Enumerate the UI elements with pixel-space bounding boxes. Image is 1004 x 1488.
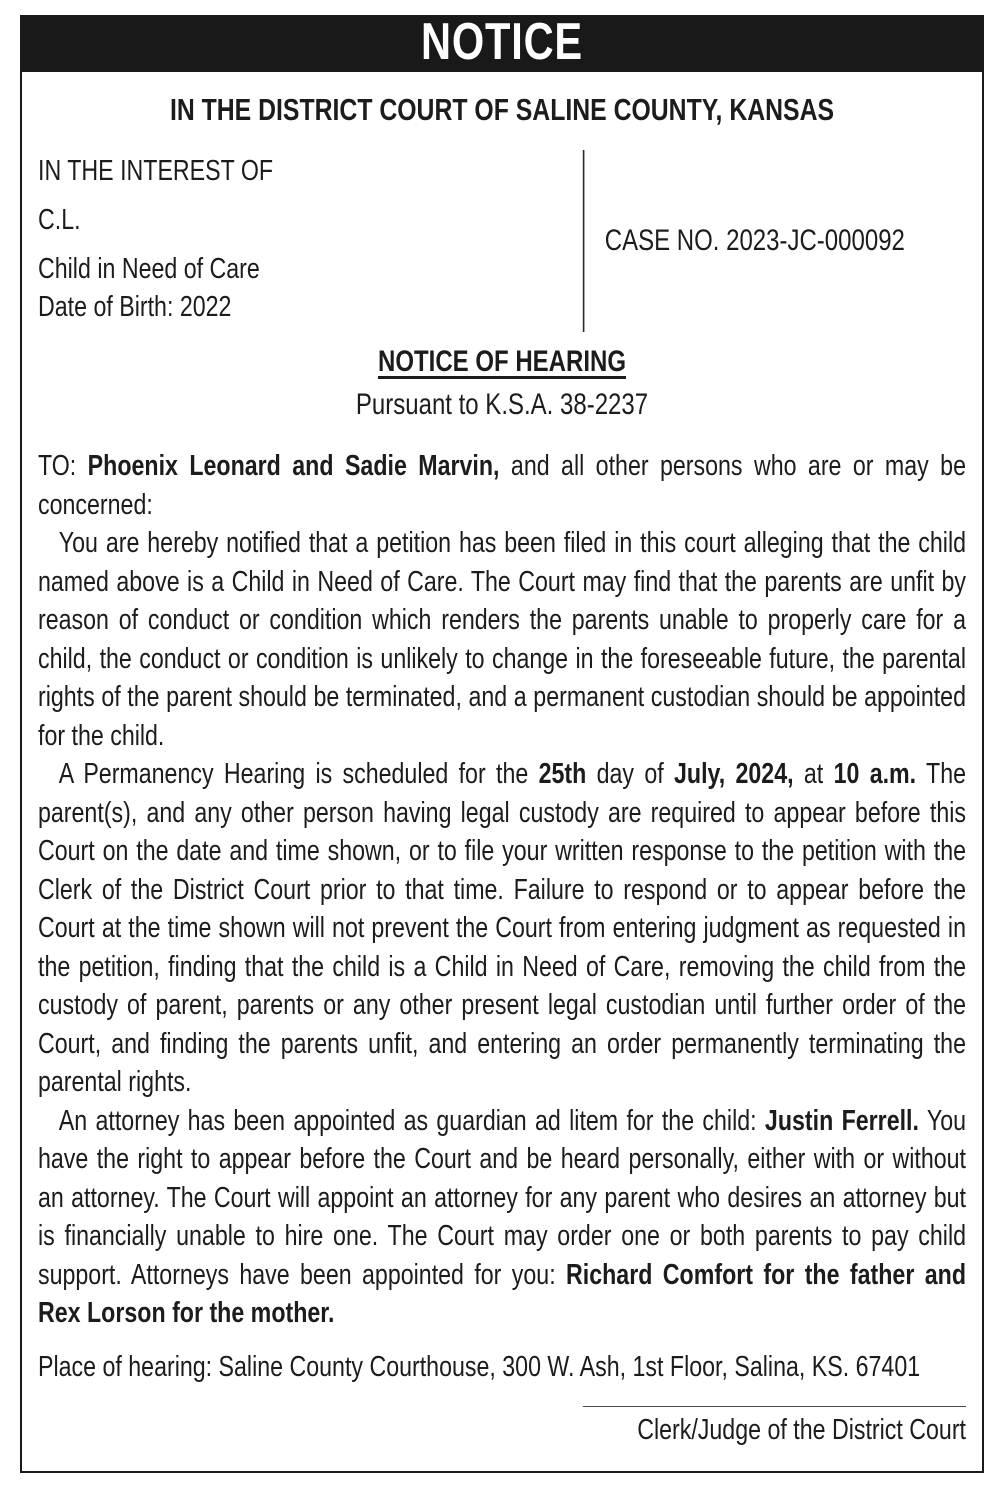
case-caption	[38, 150, 966, 332]
date-of-birth-line: Date of Birth: 2022	[38, 290, 232, 323]
case-number: CASE NO. 2023-JC-000092	[604, 223, 905, 257]
notice-of-hearing-heading: NOTICE OF HEARING	[377, 344, 626, 378]
court-heading: IN THE DISTRICT COURT OF SALINE COUNTY, KANSAS	[169, 92, 835, 127]
child-initials-line: C.L.	[38, 203, 81, 236]
paragraph: An attorney has been appointed as guardian ad litem for the child: Justin Ferrell. You have the right to appear before the Court and be heard personally, either with or without an attorney. The Court will appoint an attorney for any parent who desires an attorney but is financially unable to hire one. The Court may order one or both parents to pay child support. Attorneys have been appointed for you: Richard Comfort for the father and Rex Lorson for the mother.	[38, 1104, 967, 1330]
signature-line	[583, 1406, 966, 1407]
in-the-interest-of-line: IN THE INTEREST OF	[38, 154, 274, 187]
child-in-need-of-care-line: Child in Need of Care	[38, 252, 260, 285]
case-caption-left	[38, 150, 583, 332]
body-paragraphs	[38, 447, 966, 1333]
paragraph: TO: Phoenix Leonard and Sadie Marvin, and all other persons who are or may be concerned:	[38, 450, 966, 521]
notice-border-box	[20, 15, 984, 1473]
statute-subtitle: Pursuant to K.S.A. 38-2237	[355, 387, 649, 421]
notice-banner	[22, 15, 982, 72]
place-of-hearing: Place of hearing: Saline County Courthouse, 300 W. Ash, 1st Floor, Salina, KS. 67401	[38, 1350, 921, 1383]
paragraph: A Permanency Hearing is scheduled for the 25th day of July, 2024, at 10 a.m. The parent(s), and any other person having legal custody are required to appear before this Court on the date and time shown, or to file your written response to the petition with the Clerk of the District Court prior to that time. Failure to respond or to appear before the Court at the time shown will not prevent the Court from entering judgment as requested in the petition, finding that the child is a Child in Need of Care, removing the child from the custody of parent, parents or any other present legal custodian until further order of the Court, and finding the parents unfit, and entering an order permanently terminating the parental rights.	[38, 758, 967, 1099]
notice-banner-title: NOTICE	[421, 15, 583, 71]
case-caption-right	[584, 150, 966, 332]
signature-label: Clerk/Judge of the District Court	[637, 1414, 966, 1447]
signature-block	[38, 1406, 966, 1449]
paragraph: You are hereby notified that a petition has been filed in this court alleging that the child named above is a Child in Need of Care. The Court may find that the parents are unfit by reason of conduct or condition which renders the parents unable to properly care for a child, the conduct or condition is unlikely to change in the foreseeable future, the parental rights of the parent should be terminated, and a permanent custodian should be appointed for the child.	[38, 527, 967, 752]
notice-content	[22, 92, 982, 1449]
